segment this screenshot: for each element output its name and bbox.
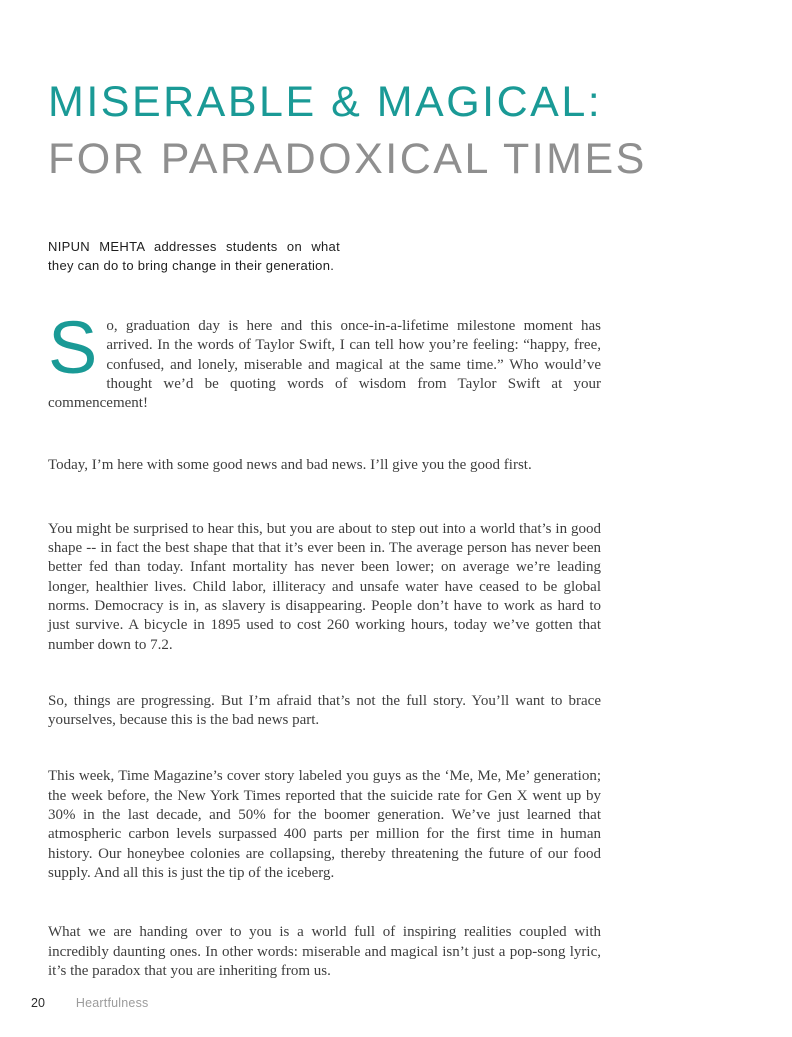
article-dek	[48, 237, 340, 275]
dek-line2: they can do to bring change in their generation.	[48, 258, 335, 273]
drop-cap: S	[48, 306, 98, 389]
paragraph-world-in-good-shape: You might be surprised to hear this, but you are about to step out into a world that’s in good shape -- in fact the best shape that that it’s ever been in. The average person has never been better fed than today. Infant mortality has never been lower; on average we’re leading longer, healthier lives. Child labor, illiteracy and unsafe water have ceased to be global norms. Democracy is in, as slavery is disappearing. People don’t have to work as hard to just survive. A bicycle in 1895 used to cost 260 working hours, today we’ve gotten that number down to 7.2.	[48, 520, 601, 653]
page-number: 20	[31, 996, 45, 1010]
article-title-line2: FOR PARADOXICAL TIMES	[48, 135, 647, 183]
paragraph-paradox: What we are handing over to you is a world full of inspiring realities coupled with incredibly daunting ones. In other words: miserable and magical isn’t just a pop-song lyric, it’s the paradox that you are inheriting from us.	[48, 924, 601, 979]
paragraph-bad-news-detail: This week, Time Magazine’s cover story labeled you guys as the ‘Me, Me, Me’ generation; the week before, the New York Times reported that the suicide rate for Gen X went up by 30% in the last decade, and 50% for the boomer generation. We’ve just learned that atmospheric carbon levels surpassed 400 parts per million for the first time in human history. Our honeybee colonies are collapsing, thereby threatening the future of our food supply. And all this is just the tip of the iceberg.	[48, 768, 601, 881]
paragraph-good-news: Today, I’m here with some good news and bad news. I’ll give you the good first.	[48, 457, 532, 474]
article-title-line1: MISERABLE & MAGICAL:	[48, 78, 603, 126]
paragraph-opening	[48, 306, 601, 413]
journal-name: Heartfulness	[75, 996, 149, 1010]
article-column	[48, 78, 647, 981]
page-footer	[31, 996, 148, 1010]
dek-line1: NIPUN MEHTA addresses students on what	[48, 239, 340, 254]
article-title	[48, 78, 647, 183]
paragraph-bad-news-intro: So, things are progressing. But I’m afraid that’s not the full story. You’ll want to brace yourselves, because this is the bad news part.	[48, 692, 601, 729]
paragraph-opening-text: o, graduation day is here and this once-in-a-lifetime milestone moment has arrived. In the words of Taylor Swift, I can tell how you’re feeling: “happy, free, confused, and lonely, miserable and magical at the same time.” Who would’ve thought we’d be quoting words of wisdom from Taylor Swift at your commencement!	[48, 318, 601, 412]
